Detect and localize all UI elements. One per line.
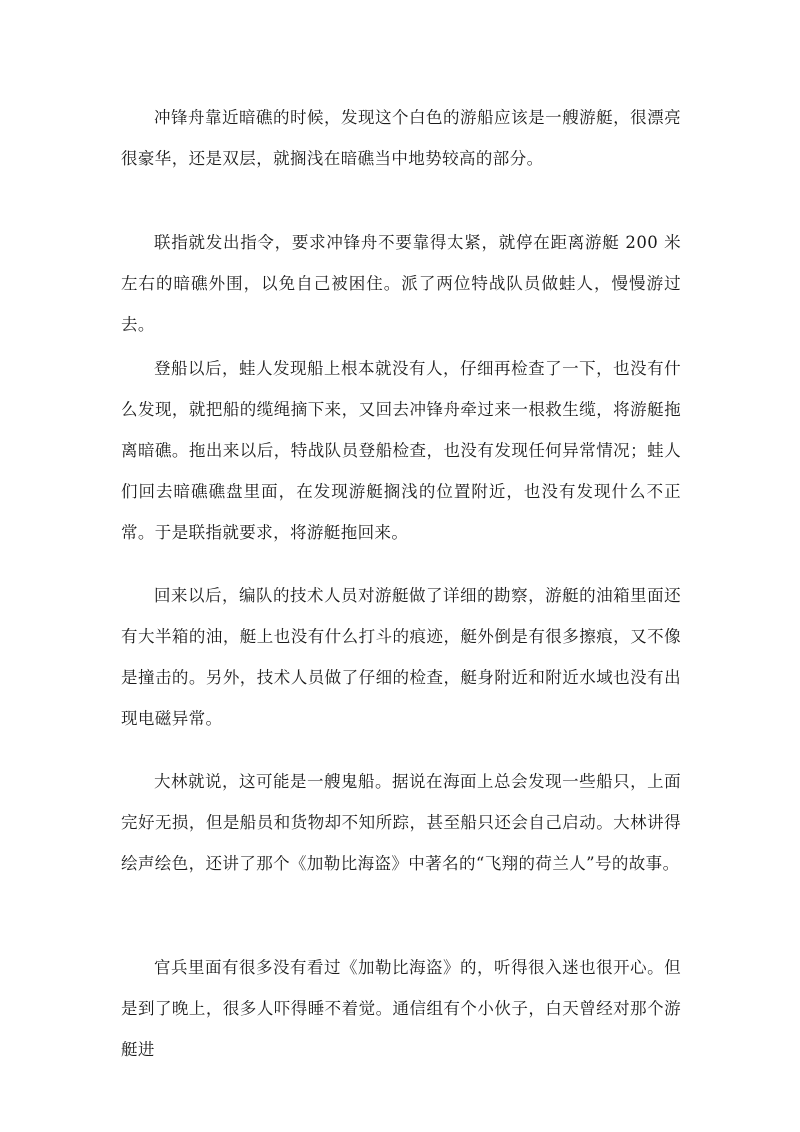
paragraph: 联指就发出指令，要求冲锋舟不要靠得太紧，就停在距离游艇 200 米左右的暗礁外围，以免自己被困住。派了两位特战队员做蛙人，慢慢游过去。 [121, 233, 681, 334]
paragraph: 冲锋舟靠近暗礁的时候，发现这个白色的游船应该是一艘游艇，很漂亮很豪华，还是双层，就搁浅在暗礁当中地势较高的部分。 [121, 108, 681, 168]
paragraph: 登船以后，蛙人发现船上根本就没有人，仔细再检查了一下，也没有什么发现，就把船的缆绳摘下来，又回去冲锋舟牵过来一根救生缆，将游艇拖离暗礁。拖出来以后，特战队员登船检查，也没有发现任何异常情况；蛙人们回去暗礁礁盘里面，在发现游艇搁浅的位置附近，也没有发现什么不正常。于是联指就要求，将游艇拖回来。 [121, 359, 681, 542]
paragraph: 大林就说，这可能是一艘鬼船。据说在海面上总会发现一些船只，上面完好无损，但是船员和货物却不知所踪，甚至船只还会自己启动。大林讲得绘声绘色，还讲了那个《加勒比海盗》中著名的“飞翔的荷兰人”号的故事。 [121, 772, 681, 873]
paragraph: 官兵里面有很多没有看过《加勒比海盗》的，听得很入迷也很开心。但是到了晚上，很多人吓得睡不着觉。通信组有个小伙子，白天曾经对那个游艇进 [121, 958, 681, 1059]
paragraph: 回来以后，编队的技术人员对游艇做了详细的勘察，游艇的油箱里面还有大半箱的油，艇上也没有什么打斗的痕迹，艇外倒是有很多擦痕，又不像是撞击的。另外，技术人员做了仔细的检查，艇身附近和附近水域也没有出现电磁异常。 [121, 586, 681, 728]
